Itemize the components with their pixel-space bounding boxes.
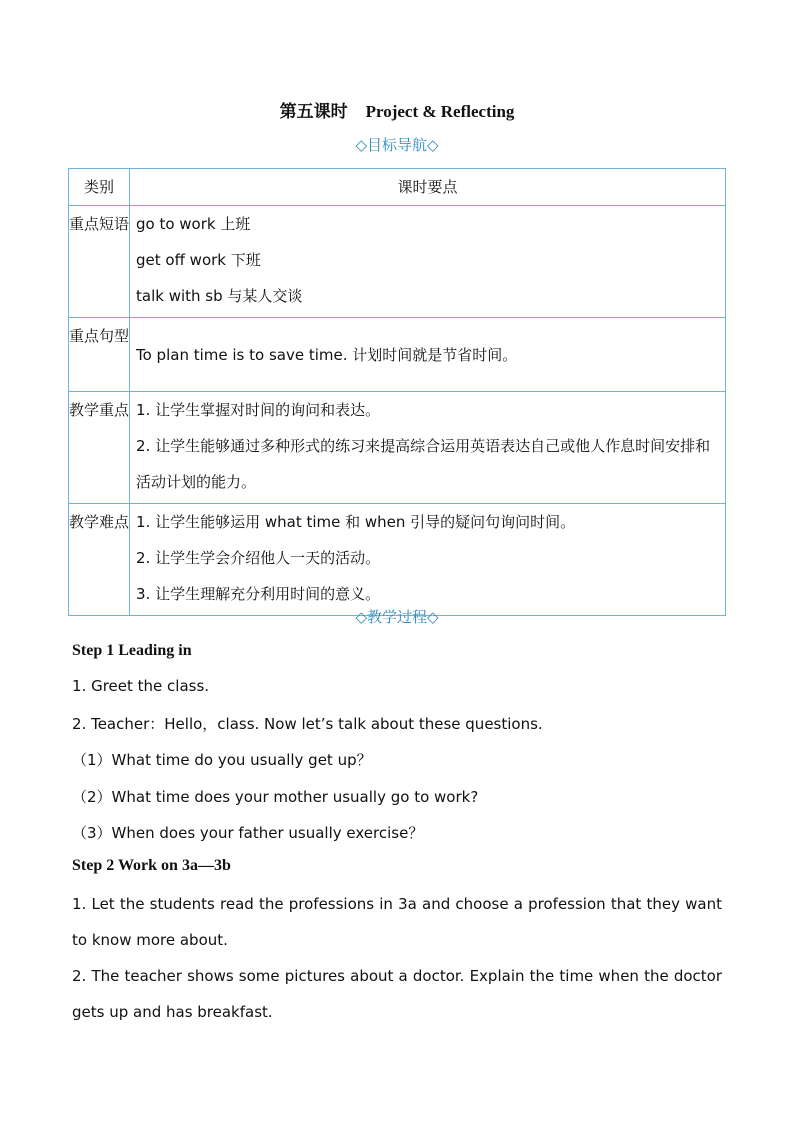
step-heading: Step 1 Leading in [72, 642, 192, 659]
content-line: To plan time is to save time. 计划时间就是节省时间。 [136, 345, 518, 364]
content-line: go to work 上班 [136, 215, 251, 233]
lesson-title-cn: 第五课时 [279, 102, 348, 122]
row-content [130, 318, 726, 392]
step-paragraph: 1. Let the students read the professions in 3a and choose a profession that they want to know more about. [72, 895, 722, 949]
content-line: get off work 下班 [136, 251, 261, 269]
content-line: 1. 让学生掌握对时间的询问和表达。 [136, 401, 381, 419]
table-row [69, 318, 726, 392]
row-content [130, 392, 726, 504]
step-line: 1. Greet the class. [72, 677, 210, 695]
row-category: 重点句型 [69, 318, 130, 392]
table-row [69, 206, 726, 318]
step-heading: Step 2 Work on 3a—3b [72, 857, 231, 874]
row-content [130, 504, 726, 616]
row-category: 教学重点 [69, 392, 130, 504]
table-row [69, 392, 726, 504]
table-row [69, 504, 726, 616]
step-line: （2）What time does your mother usually go to work? [72, 788, 479, 806]
header-category: 类别 [69, 169, 130, 206]
content-line: talk with sb 与某人交谈 [136, 287, 303, 305]
content-line: 2. 让学生学会介绍他人一天的活动。 [136, 549, 381, 567]
content-line: 3. 让学生理解充分利用时间的意义。 [136, 585, 381, 603]
lesson-plan-table [68, 168, 726, 616]
lesson-title-en: Project & Reflecting [365, 102, 515, 121]
step-line: （1）What time do you usually get up？ [72, 751, 372, 769]
content-line: 2. 让学生能够通过多种形式的练习来提高综合运用英语表达自己或他人作息时间安排和活动计划的能力。 [136, 437, 711, 491]
row-content [130, 206, 726, 318]
row-category: 重点短语 [69, 206, 130, 318]
step-paragraph: 2. The teacher shows some pictures about a doctor. Explain the time when the doctor gets up and has breakfast. [72, 967, 722, 1021]
content-line: 1. 让学生能够运用 what time 和 when 引导的疑问句询问时间。 [136, 513, 576, 531]
table-header-row [69, 169, 726, 206]
section-goal-nav: ◇目标导航◇ [355, 136, 439, 154]
step-line: 2. Teacher：Hello，class. Now let’s talk about these questions. [72, 715, 543, 733]
row-category: 教学难点 [69, 504, 130, 616]
step-line: （3）When does your father usually exercise？ [72, 824, 424, 842]
lesson-title [0, 97, 794, 122]
section-teaching-process: ◇教学过程◇ [355, 608, 439, 626]
header-key-points: 课时要点 [130, 169, 726, 206]
